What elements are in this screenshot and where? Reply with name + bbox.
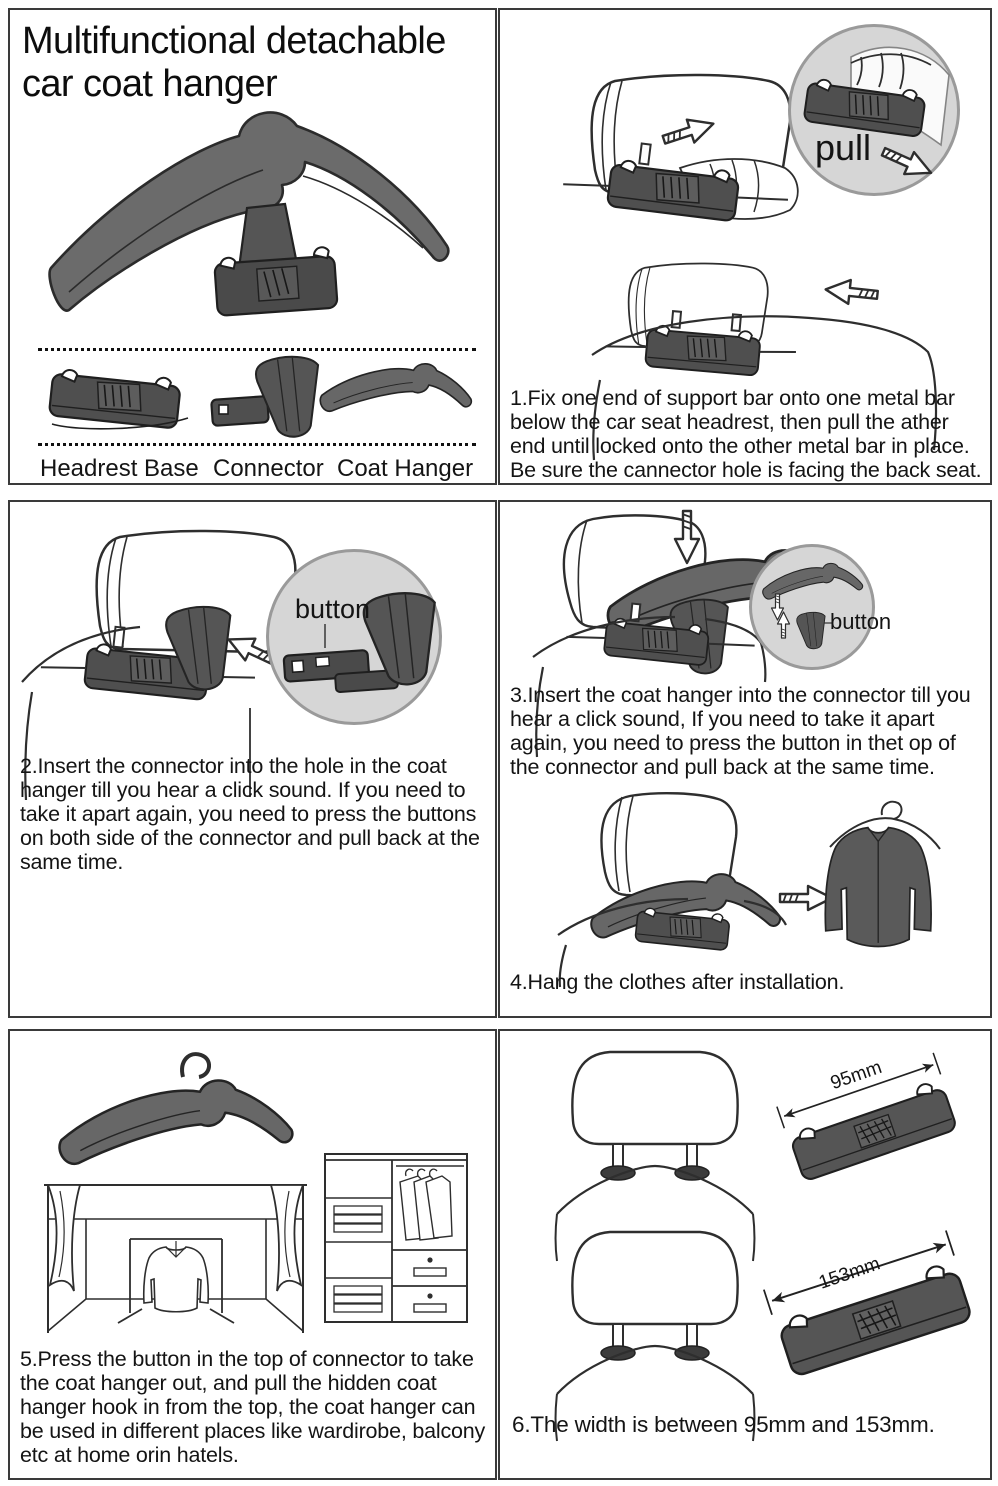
panel-step-5 — [8, 1029, 497, 1480]
assembled-hanger-illustration — [35, 96, 475, 346]
step6-text: 6.The width is between 95mm and 153mm. — [512, 1412, 935, 1437]
headrest-front-illustration-1 — [545, 1046, 765, 1246]
button-label-step2: button — [295, 594, 371, 624]
panel-step-3-4 — [498, 500, 992, 1018]
step5-text: 5.Press the button in the top of connector to take the coat hanger out, and pull the hidden coat hanger hook in from the top, the coat hanger can be used in different places like wardirobe, balcony etc at home orin hatels. — [20, 1347, 486, 1467]
step2-text: 2.Insert the connector into the hole in the coat hanger till you hear a click sound. If you need to take it apart again, you need to press the buttons on both side of the connector and pull back at the same time. — [20, 754, 480, 874]
panel-step-1 — [498, 8, 992, 485]
width-95mm-label: 95mm — [827, 1057, 885, 1095]
panel-overview — [8, 8, 497, 485]
step1-text: 1.Fix one end of support bar onto one metal bar below the car seat headrest, then pull the ather end until locked onto the other metal bar in place. Be sure the cannector hole is facing the back seat. — [510, 386, 982, 482]
step4-text: 4.Hang the clothes after installation. — [510, 970, 845, 994]
button-inset-circle-step3 — [749, 544, 892, 670]
step3-text: 3.Insert the coat hanger into the connector till you hear a click sound, If you need to take it apart again, you need to press the button in thet op of the connector and pull back at the same time. — [510, 683, 971, 779]
button-inset-circle-step2 — [266, 549, 442, 725]
coat-hanger-icon — [322, 362, 477, 444]
part-label-coat-hanger: Coat Hanger — [337, 455, 474, 482]
hanger-with-hook-illustration — [45, 1047, 305, 1187]
connector-icon — [210, 358, 320, 446]
part-label-connector: Connector — [213, 455, 324, 482]
button-label-step3: button — [830, 609, 892, 634]
headrest-base-icon — [40, 360, 200, 442]
button-inset-illustration-step2 — [269, 552, 439, 722]
wardrobe-illustration — [322, 1146, 470, 1326]
title-line-2: car coat hanger — [22, 63, 278, 105]
panel-step-2 — [8, 500, 497, 1018]
pull-inset-circle — [788, 24, 960, 196]
part-label-headrest-base: Headrest Base — [40, 455, 199, 482]
dotted-divider-bottom — [38, 443, 476, 446]
step4-illustration — [530, 787, 970, 967]
title-line-1: Multifunctional detachable — [22, 20, 446, 62]
panel-step-6 — [498, 1029, 992, 1480]
balcony-illustration — [38, 1181, 313, 1336]
button-inset-illustration-step3 — [752, 547, 872, 667]
width-153mm-label: 153mm — [816, 1253, 883, 1294]
product-title — [22, 20, 446, 106]
pull-label: pull — [815, 127, 872, 168]
headrest-front-illustration-2 — [545, 1226, 765, 1426]
dotted-divider-top — [38, 348, 476, 351]
